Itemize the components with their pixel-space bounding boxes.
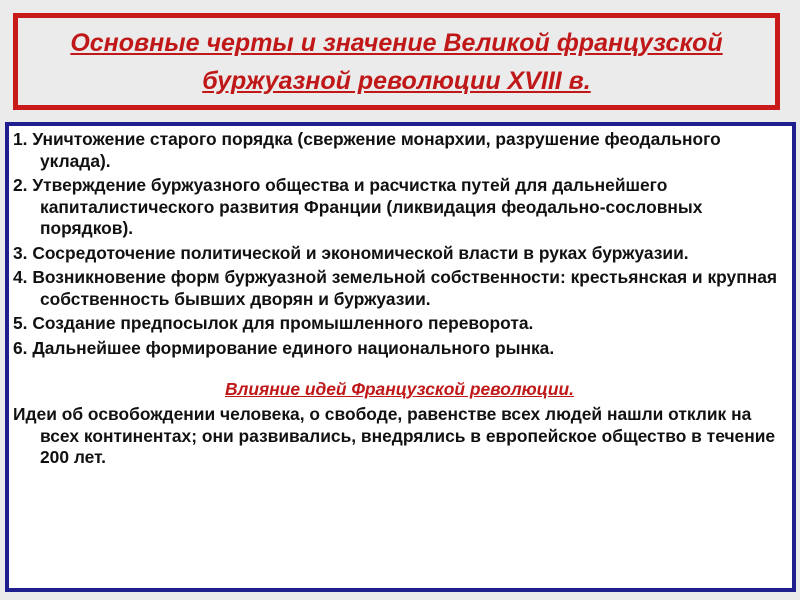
list-item-4: 4. Возникновение форм буржуазной земельной собственности: крестьянская и крупная собственность бывших дворян и буржуазии. (13, 267, 778, 309)
influence-text: Идеи об освобождении человека, о свободе, равенстве всех людей нашли отклик на всех континентах; они развивались, внедрялись в европейское общество в течение 200 лет. (13, 404, 776, 467)
list-item-5: 5. Создание предпосылок для промышленного переворота. (13, 313, 534, 333)
list-item-6: 6. Дальнейшее формирование единого национального рынка. (13, 337, 555, 358)
list-item-2: 2. Утверждение буржуазного общества и расчистка путей для дальнейшего капиталистического развития Франции (ликвидация феодально-сословных порядков). (13, 175, 703, 238)
slide-title: Основные черты и значение Великой французской буржуазной революции XVIII в. (70, 28, 723, 95)
content-frame (5, 122, 796, 592)
list-item-3: 3. Сосредоточение политической и экономической власти в руках буржуазии. (13, 242, 689, 263)
influence-heading: Влияние идей Французской революции. (224, 379, 574, 399)
title-frame (13, 13, 780, 110)
list-item-1: 1. Уничтожение старого порядка (свержение монархии, разрушение феодального уклада). (13, 129, 721, 171)
